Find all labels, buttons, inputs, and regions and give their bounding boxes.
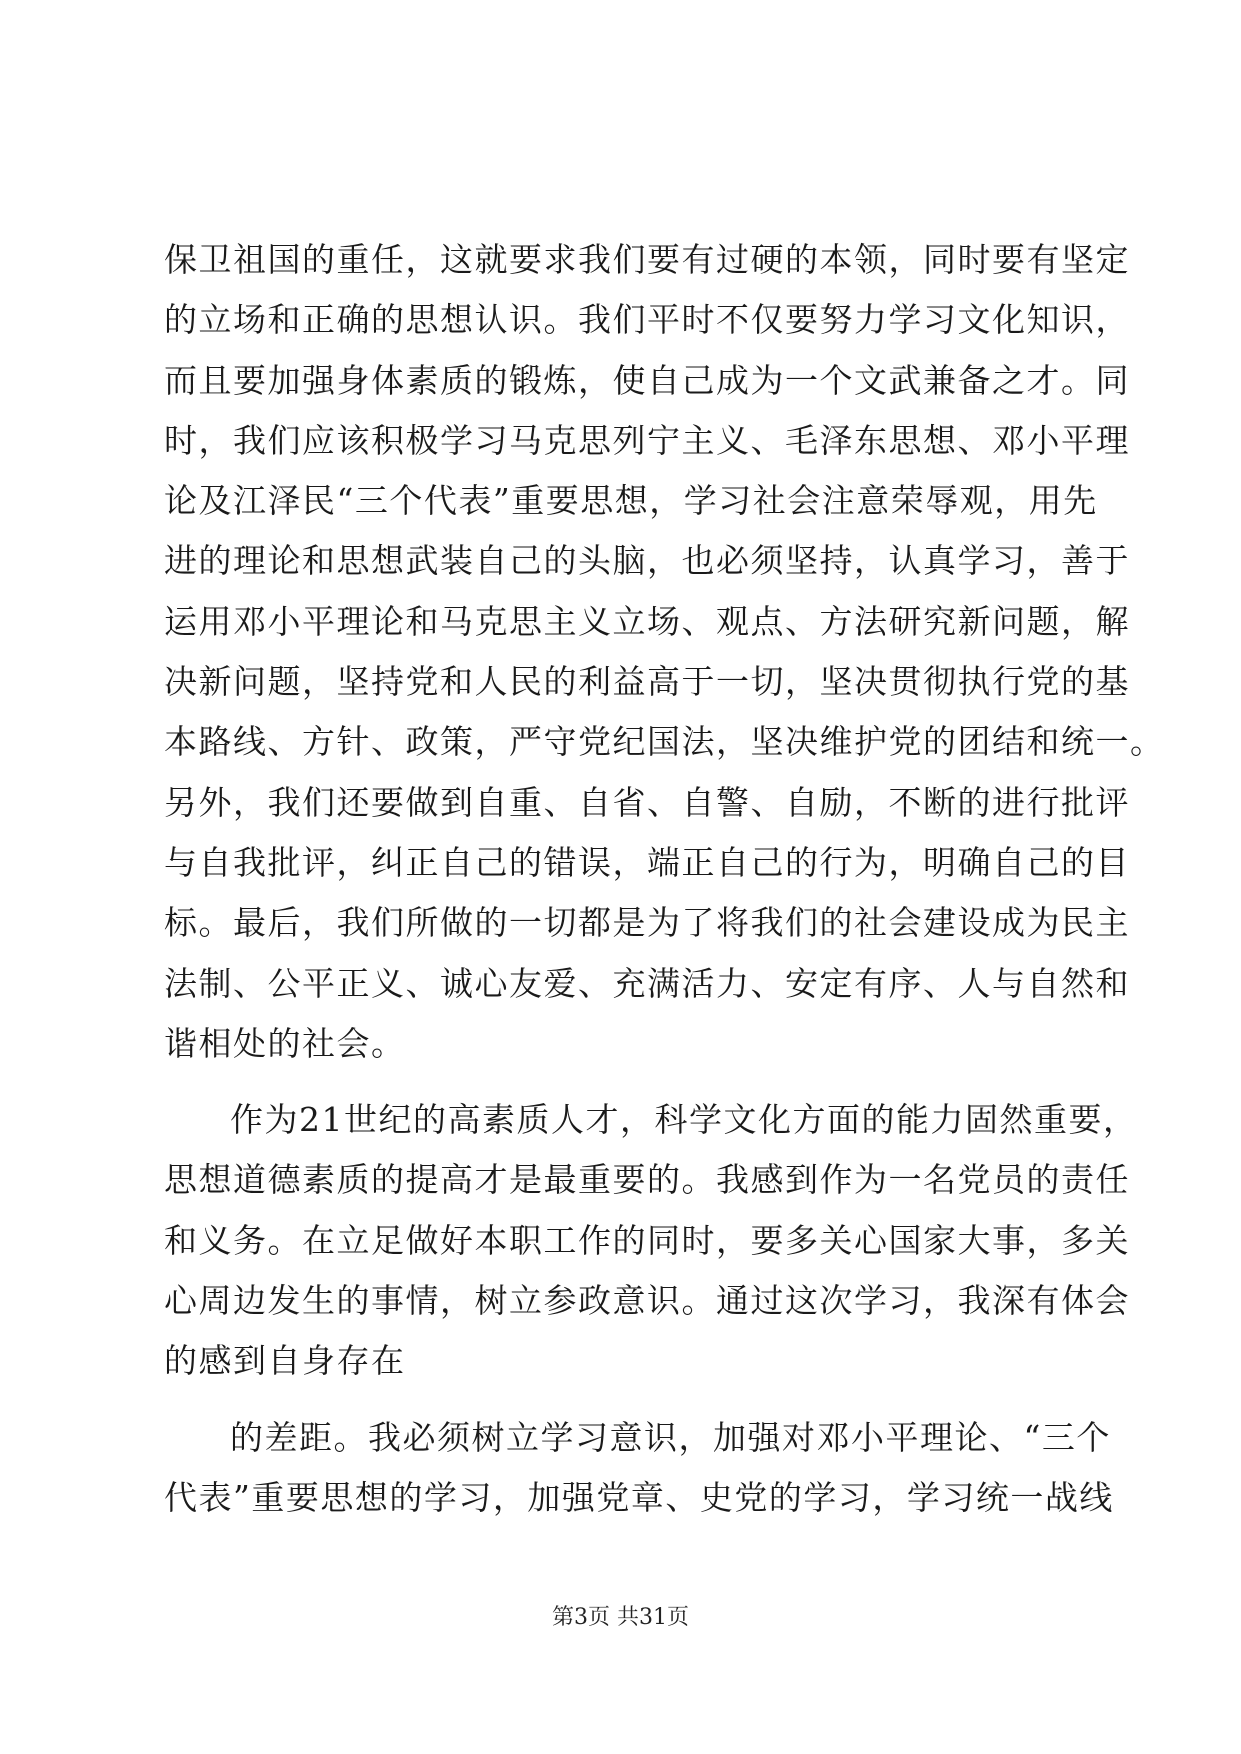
text-line: 保卫祖国的重任，这就要求我们要有过硬的本领，同时要有坚定: [164, 240, 1130, 279]
text-line: 代表”重要思想的学习，加强党章、史党的学习，学习统一战线: [164, 1477, 1114, 1517]
text-line: 谐相处的社会。: [164, 1023, 406, 1063]
page-number-indicator: 第3页 共31页: [552, 1605, 689, 1630]
text-line: 本路线、方针、政策，严守党纪国法，坚决维护党的团结和统一。: [164, 722, 1165, 762]
paragraph-spacer: [164, 1074, 1079, 1090]
text-line: 法制、公平正义、诚心友爱、充满活力、安定有序、人与自然和: [164, 963, 1130, 1003]
text-line: 另外，我们还要做到自重、自省、自警、自励，不断的进行批评: [164, 782, 1130, 822]
paragraph-spacer: [164, 1392, 1079, 1408]
text-line: 和义务。在立足做好本职工作的同时，要多关心国家大事，多关: [164, 1220, 1130, 1260]
text-line: 心周边发生的事情，树立参政意识。通过这次学习，我深有体会: [164, 1281, 1130, 1321]
text-line: 时，我们应该积极学习马克思列宁主义、毛泽东思想、邓小平理: [164, 420, 1130, 460]
text-line: 思想道德素质的提高才是最重要的。我感到作为一名党员的责任: [164, 1160, 1130, 1200]
text-line: 而且要加强身体素质的锻炼，使自己成为一个文武兼备之才。同: [164, 360, 1130, 400]
text-line: 论及江泽民“三个代表”重要思想，学习社会注意荣辱观，用先: [164, 481, 1098, 521]
text-line: 的立场和正确的思想认识。我们平时不仅要努力学习文化知识，: [164, 300, 1130, 340]
paragraph-2: [164, 1090, 1138, 1391]
text-line-indented: 的差距。我必须树立学习意识，加强对邓小平理论、“三个: [230, 1417, 1111, 1457]
document-body: [164, 230, 1165, 1528]
page-footer: [0, 1600, 1241, 1631]
text-line: 的感到自身存在: [164, 1341, 406, 1381]
text-line: 进的理论和思想武装自己的头脑，也必须坚持，认真学习，善于: [164, 541, 1130, 581]
text-line: 与自我批评，纠正自己的错误，端正自己的行为，明确自己的目: [164, 842, 1130, 882]
text-line: 标。最后，我们所做的一切都是为了将我们的社会建设成为民主: [164, 903, 1130, 943]
text-line-indented: 作为21世纪的高素质人才，科学文化方面的能力固然重要，: [230, 1100, 1138, 1140]
paragraph-1: [164, 230, 1165, 1074]
paragraph-3: [164, 1408, 1114, 1529]
text-line: 决新问题，坚持党和人民的利益高于一切，坚决贯彻执行党的基: [164, 662, 1130, 702]
text-line: 运用邓小平理论和马克思主义立场、观点、方法研究新问题，解: [164, 601, 1130, 641]
